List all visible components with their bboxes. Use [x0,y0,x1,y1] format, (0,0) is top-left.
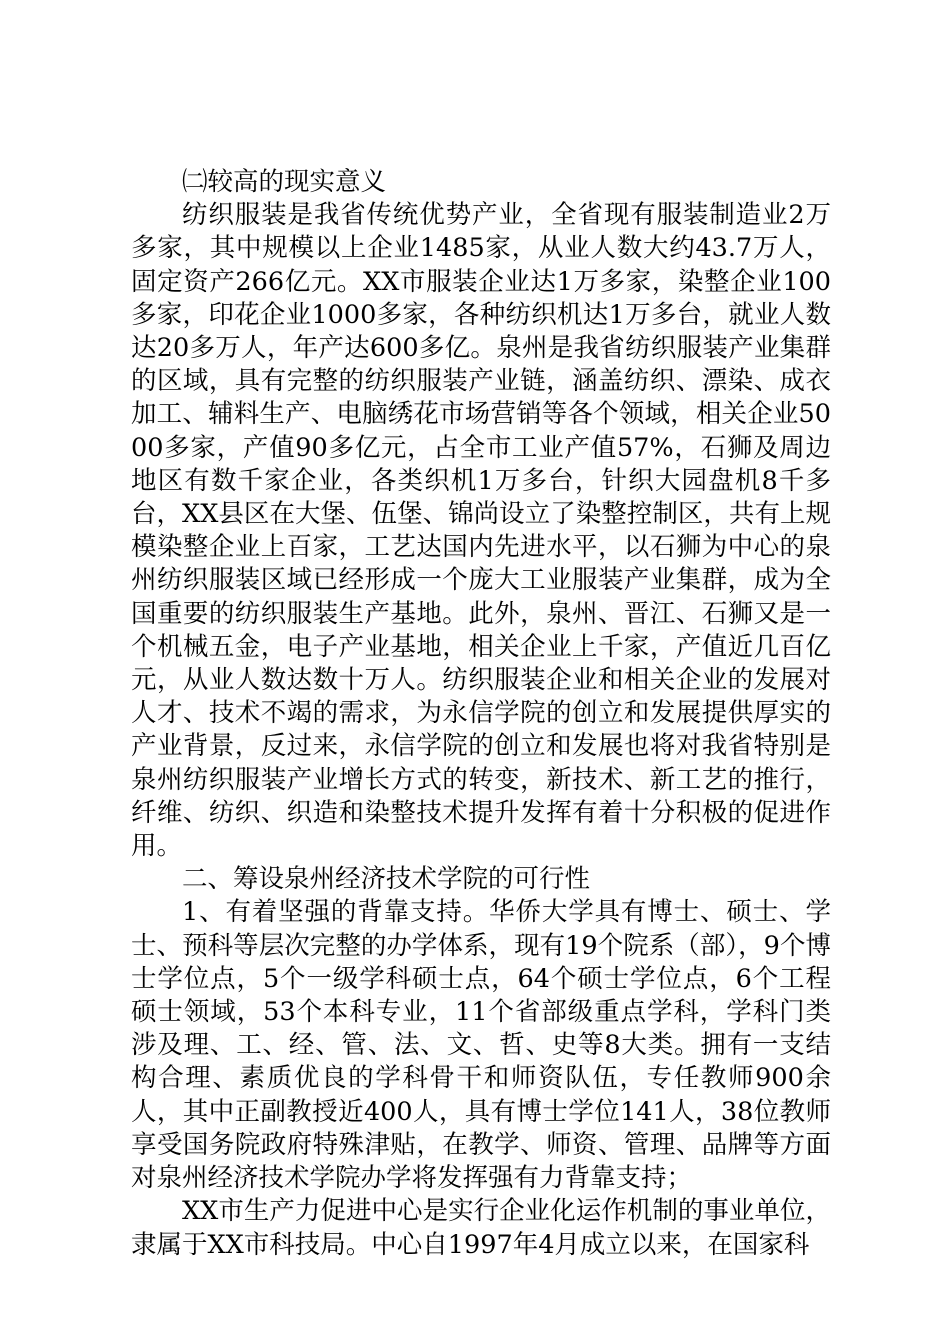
body-paragraph: XX市生产力促进中心是实行企业化运作机制的事业单位，隶属于XX市科技局。中心自1997年4月成立以来，在国家科 [131,1196,831,1260]
section-heading: 二、筹设泉州经济技术学院的可行性 [182,864,591,895]
body-paragraph: 1、有着坚强的背靠支持。华侨大学具有博士、硕士、学士、预科等层次完整的办学体系，现有19个院系（部），9个博士学位点，5个一级学科硕士点，64个硕士学位点，6个工程硕士领域，53个本科专业，11个省部级重点学科，学科门类涉及理、工、经、管、法、文、哲、史等8大类。拥有一支结构合理、素质优良的学科骨干和师资队伍，专任教师900余人，其中正副教授近400人，具有博士学位141人，38位教师享受国务院政府特殊津贴，在教学、师资、管理、品牌等方面对泉州经济技术学院办学将发挥强有力背靠支持； [131,897,831,1194]
document-page [131,166,831,1262]
section-heading: ㈡较高的现实意义 [182,167,387,197]
body-paragraph: 纺织服装是我省传统优势产业，全省现有服装制造业2万多家，其中规模以上企业1485家，从业人数大约43.7万人，固定资产266亿元。XX市服装企业达1万多家，染整企业100多家，印花企业1000多家，各种纺织机达1万多台，就业人数达20多万人，年产达600多亿。泉州是我省纺织服装产业集群的区域，具有完整的纺织服装产业链，涵盖纺织、漂染、成衣加工、辅料生产、电脑绣花市场营销等各个领域，相关企业5000多家，产值90多亿元，占全市工业产值57%，石狮及周边地区有数千家企业，各类织机1万多台，针织大园盘机8千多台，XX县区在大堡、伍堡、锦尚设立了染整控制区，共有上规模染整企业上百家，工艺达国内先进水平，以石狮为中心的泉州纺织服装区域已经形成一个庞大工业服装产业集群，成为全国重要的纺织服装生产基地。此外，泉州、晋江、石狮又是一个机械五金，电子产业基地，相关企业上千家，产值近几百亿元，从业人数达数十万人。纺织服装企业和相关企业的发展对人才、技术不竭的需求，为永信学院的创立和发展提供厚实的产业背景，反过来，永信学院的创立和发展也将对我省特别是泉州纺织服装产业增长方式的转变，新技术、新工艺的推行，纤维、纺织、织造和染整技术提升发挥有着十分积极的促进作用。 [131,200,831,862]
